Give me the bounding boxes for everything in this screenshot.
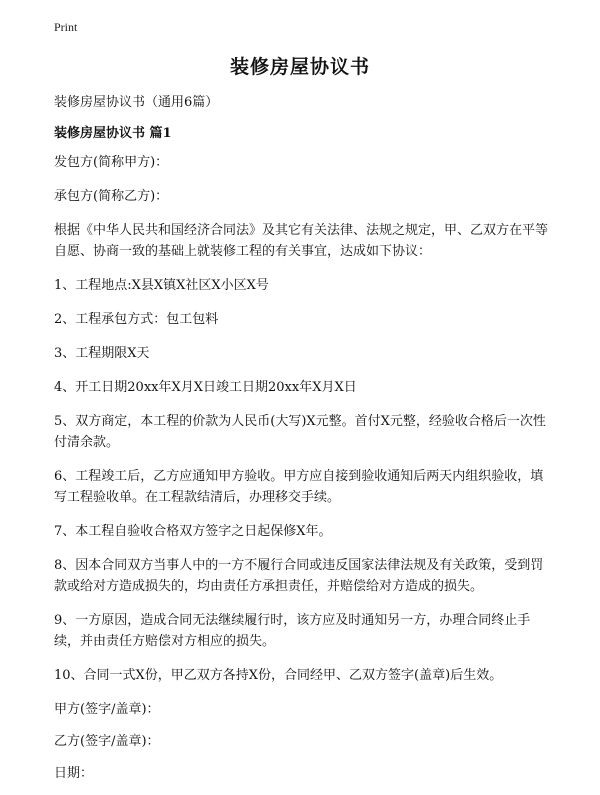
clause-6: 6、工程竣工后，乙方应通知甲方验收。甲方应自接到验收通知后两天内组织验收，填写工程验收单。在工程款结清后，办理移交手续。 — [54, 469, 544, 505]
clause-4: 4、开工日期20xx年X月X日竣工日期20xx年X月X日 — [54, 380, 357, 395]
section-heading: 装修房屋协议书 篇1 — [54, 126, 172, 141]
clause-2: 2、工程承包方式：包工包料 — [54, 312, 219, 327]
clause-9: 9、一方原因，造成合同无法继续履行时，该方应及时通知另一方，办理合同终止手续，并由责任方赔偿对方相应的损失。 — [54, 613, 531, 649]
document-subtitle: 装修房屋协议书（通用6篇） — [54, 95, 219, 110]
party-b-line: 承包方(简称乙方)： — [54, 189, 169, 204]
clause-3: 3、工程期限X天 — [54, 346, 150, 361]
date-line: 日期： — [54, 766, 94, 781]
document-body — [54, 92, 556, 795]
clause-8: 8、因本合同双方当事人中的一方不履行合同或违反国家法律法规及有关政策，受到罚款或给对方造成损失的，均由责任方承担责任，并赔偿给对方造成的损失。 — [54, 558, 544, 594]
preamble-paragraph: 根据《中华人民共和国经济合同法》及其它有关法律、法规之规定，甲、乙双方在平等自愿、协商一致的基础上就装修工程的有关事宜，达成如下协议： — [54, 223, 549, 259]
document-title: 装修房屋协议书 — [229, 56, 370, 78]
clause-5: 5、双方商定，本工程的价款为人民币(大写)X元整。首付X元整，经验收合格后一次性付清余款。 — [54, 414, 546, 450]
clause-10: 10、合同一式X份，甲乙双方各持X份，合同经甲、乙双方签字(盖章)后生效。 — [54, 668, 503, 683]
print-link[interactable]: Print — [54, 20, 78, 34]
party-a-signature: 甲方(签字/盖章)： — [54, 702, 160, 717]
party-a-line: 发包方(简称甲方)： — [54, 155, 169, 170]
clause-1: 1、工程地点:X县X镇X社区X小区X号 — [54, 278, 269, 293]
clause-7: 7、本工程自验收合格双方签字之日起保修X年。 — [54, 524, 332, 539]
party-b-signature: 乙方(签字/盖章)： — [54, 734, 160, 749]
